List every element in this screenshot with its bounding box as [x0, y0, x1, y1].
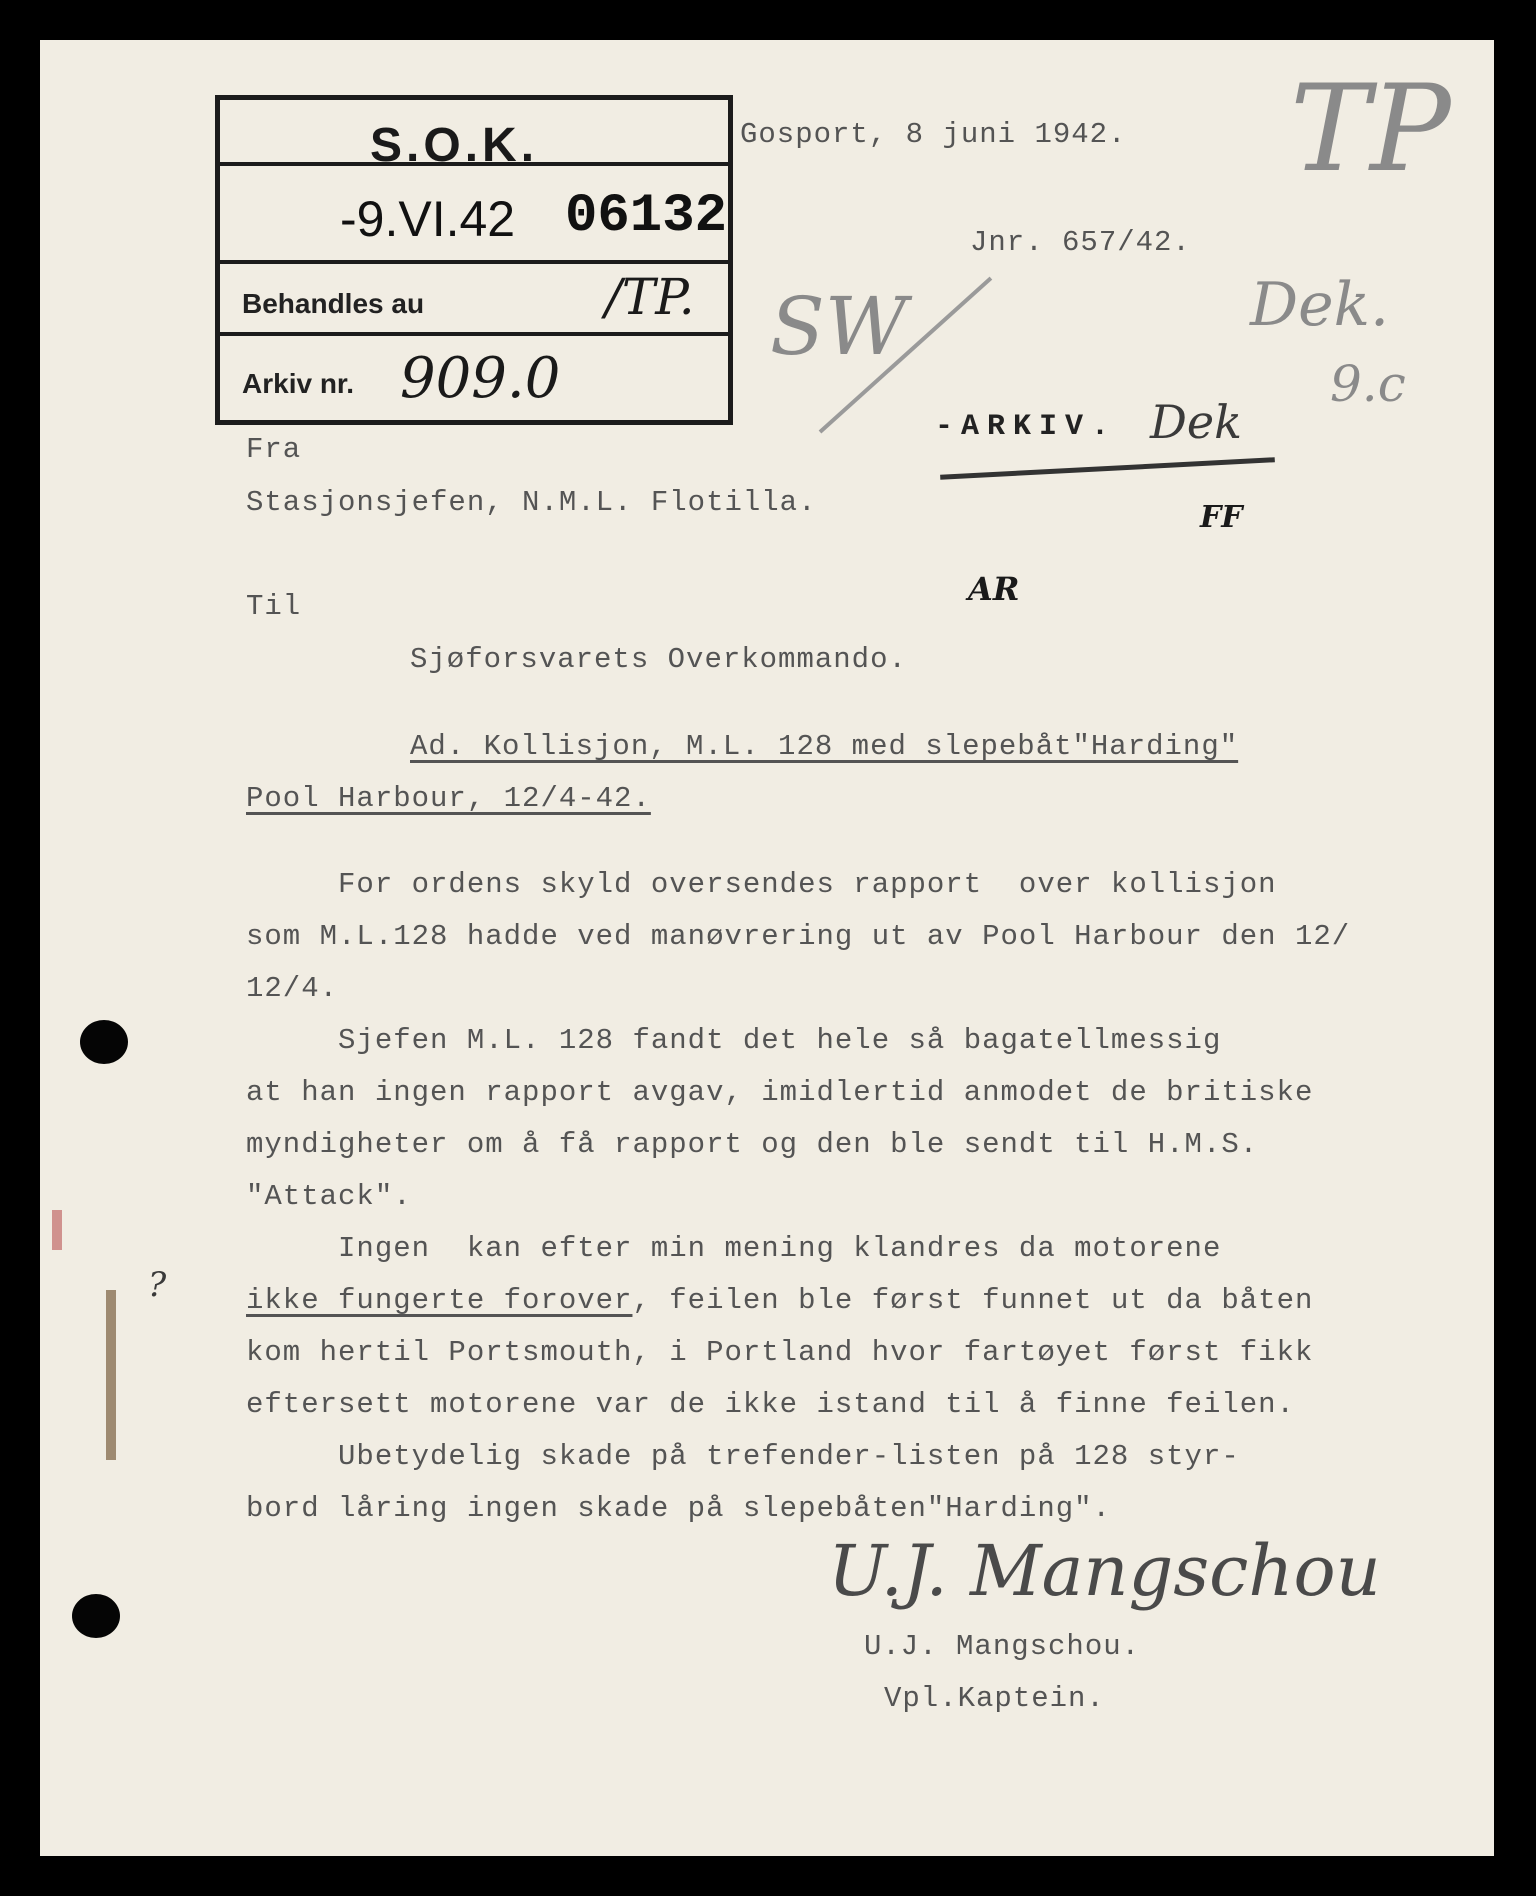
stamp-behandles-label: Behandles au	[242, 288, 425, 319]
note-annotation: 9.c	[1330, 355, 1406, 413]
from-value: Stasjonsjefen, N.M.L. Flotilla.	[246, 486, 817, 519]
place-date: Gosport, 8 juni 1942.	[740, 118, 1127, 151]
to-label: Til	[246, 590, 302, 623]
stamp-divider	[220, 332, 728, 336]
arkiv-hand-note: Dek	[1150, 395, 1242, 449]
body-line-underlined	[246, 1284, 1313, 1317]
stamp-arkiv-value: 909.0	[400, 346, 561, 411]
signer-title: Vpl.Kaptein.	[884, 1682, 1105, 1715]
margin-scribble	[52, 1210, 62, 1250]
body-line: myndigheter om å få rapport og den ble sendt til H.M.S.	[246, 1128, 1259, 1161]
from-label: Fra	[246, 433, 302, 466]
signer-name: U.J. Mangschou.	[864, 1630, 1141, 1663]
stamp-divider	[220, 260, 728, 264]
stamp-number: 06132	[565, 186, 728, 247]
body-line: kom hertil Portsmouth, i Portland hvor fartøyet først fikk	[246, 1336, 1314, 1369]
subject-line-2: Pool Harbour, 12/4-42.	[246, 782, 651, 815]
stamp-title: S.O.K.	[370, 119, 539, 172]
body-line: Sjefen M.L. 128 fandt det hele så bagatellmessig	[246, 1024, 1222, 1057]
stamp-arkiv-label: Arkiv nr.	[242, 368, 355, 399]
body-line-rest: , feilen ble først funnet ut da båten	[632, 1284, 1314, 1317]
margin-question-mark: ?	[148, 1265, 167, 1305]
signature-scribble: U.J. Mangschou	[828, 1530, 1381, 1612]
body-line: at han ingen rapport avgav, imidlertid anmodet de britiske	[246, 1076, 1314, 1109]
to-value: Sjøforsvarets Overkommando.	[410, 643, 907, 676]
body-line: 12/4.	[246, 972, 339, 1005]
margin-scribble-vertical	[106, 1290, 116, 1460]
body-line: eftersett motorene var de ikke istand til å finne feilen.	[246, 1388, 1295, 1421]
body-line: Ubetydelig skade på trefender-listen på 128 styr-	[246, 1440, 1240, 1473]
body-line: bord låring ingen skade på slepebåten"Harding".	[246, 1492, 1111, 1525]
ar-mark: AR	[968, 570, 1020, 608]
arrow-annotation: Dek.	[1250, 270, 1390, 340]
journal-number: Jnr. 657/42.	[970, 226, 1191, 259]
body-line: som M.L.128 hadde ved manøvrering ut av Pool Harbour den 12/	[246, 920, 1351, 953]
received-stamp	[215, 95, 733, 425]
stamp-date: -9.VI.42	[340, 191, 516, 247]
stamp-behandles-value: /TP.	[605, 268, 695, 326]
initials-annotation: TP	[1290, 60, 1451, 199]
arkiv-stamp: -ARKIV.	[935, 410, 1118, 444]
punch-hole-lower	[72, 1594, 120, 1638]
body-line: For ordens skyld oversendes rapport over kollisjon	[246, 868, 1277, 901]
sw-annotation: SW	[770, 280, 908, 373]
subject-line-1: Ad. Kollisjon, M.L. 128 med slepebåt"Harding"	[410, 730, 1239, 763]
body-line: "Attack".	[246, 1180, 412, 1213]
underlined-phrase: ikke fungerte forover	[246, 1284, 633, 1317]
punch-hole-upper	[80, 1020, 128, 1064]
body-line: Ingen kan efter min mening klandres da motorene	[246, 1232, 1222, 1265]
ff-mark: FF	[1200, 500, 1243, 535]
